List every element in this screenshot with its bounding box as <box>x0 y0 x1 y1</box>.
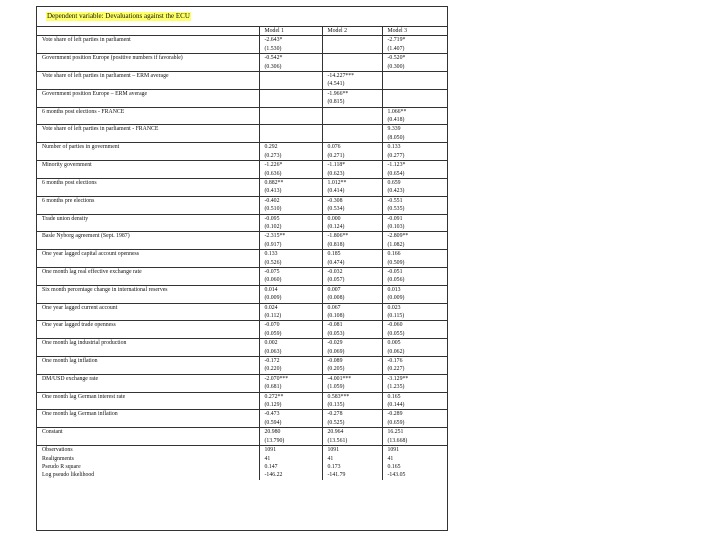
coefficient-cell: 0.165 <box>382 392 447 401</box>
std-error-cell: (0.103) <box>382 223 447 232</box>
coefficient-cell: -0.051 <box>382 267 447 276</box>
coefficient-cell: 0.272** <box>259 392 322 401</box>
std-error-cell: (0.115) <box>382 312 447 321</box>
std-error-row <box>37 187 447 196</box>
coefficient-cell: 0.024 <box>259 303 322 312</box>
coefficient-row <box>37 374 447 383</box>
coefficient-cell <box>259 125 322 134</box>
coefficient-row <box>37 36 447 45</box>
std-error-cell: (0.917) <box>259 241 322 250</box>
std-error-cell: (0.227) <box>382 365 447 374</box>
coefficient-cell: 0.000 <box>322 214 382 223</box>
variable-label-spacer <box>37 134 259 143</box>
std-error-cell <box>259 116 322 125</box>
coefficient-cell: -4.001*** <box>322 374 382 383</box>
variable-label: One month lag inflation <box>42 358 98 365</box>
std-error-cell: (0.534) <box>322 205 382 214</box>
std-error-cell: (0.594) <box>259 419 322 428</box>
coefficient-cell <box>322 125 382 134</box>
std-error-cell: (13.561) <box>322 437 382 446</box>
coefficient-cell: -0.402 <box>259 196 322 205</box>
std-error-row <box>37 348 447 357</box>
std-error-cell <box>382 80 447 89</box>
header-model-1: Model 1 <box>259 27 322 36</box>
coefficient-cell: 0.882** <box>259 178 322 187</box>
std-error-cell: (0.818) <box>322 241 382 250</box>
coefficient-row <box>37 232 447 241</box>
std-error-row <box>37 259 447 268</box>
std-error-cell: (0.008) <box>322 294 382 303</box>
coefficient-row <box>37 89 447 98</box>
variable-label-spacer <box>37 419 259 428</box>
coefficient-cell: 9.339 <box>382 125 447 134</box>
coefficient-cell: 20.964 <box>322 428 382 437</box>
std-error-cell <box>259 80 322 89</box>
coefficient-cell: 0.185 <box>322 250 382 259</box>
variable-label-spacer <box>37 365 259 374</box>
statistic-label: Realignments <box>42 455 74 462</box>
variable-label: Trade union density <box>42 215 89 222</box>
statistic-value: -146.22 <box>259 471 322 479</box>
coefficient-cell: 0.002 <box>259 339 322 348</box>
std-error-cell: (0.815) <box>322 98 382 107</box>
coefficient-row <box>37 214 447 223</box>
variable-label: Government position Europe – ERM average <box>42 90 148 97</box>
coefficient-cell <box>322 107 382 116</box>
std-error-row <box>37 205 447 214</box>
std-error-cell: (13.668) <box>382 437 447 446</box>
std-error-row <box>37 223 447 232</box>
statistic-value: 1091 <box>259 446 322 455</box>
coefficient-cell <box>259 89 322 98</box>
coefficient-cell <box>322 54 382 63</box>
header-cell-empty <box>37 27 259 36</box>
header-model-3: Model 3 <box>382 27 447 36</box>
coefficient-row <box>37 392 447 401</box>
coefficient-cell: -0.032 <box>322 267 382 276</box>
variable-label-spacer <box>37 63 259 72</box>
variable-label: Number of parties in government <box>42 144 120 151</box>
std-error-cell: (0.144) <box>382 401 447 410</box>
std-error-cell: (0.623) <box>322 170 382 179</box>
std-error-cell: (0.526) <box>259 259 322 268</box>
variable-label: Six month percentage change in international reserves <box>42 286 168 293</box>
coefficient-cell: 0.007 <box>322 285 382 294</box>
std-error-row <box>37 312 447 321</box>
std-error-cell: (1.082) <box>382 241 447 250</box>
std-error-cell: (0.414) <box>322 187 382 196</box>
std-error-cell: (0.654) <box>382 170 447 179</box>
coefficient-cell: 0.076 <box>322 143 382 152</box>
std-error-cell: (1.530) <box>259 45 322 54</box>
std-error-row <box>37 383 447 392</box>
coefficient-row <box>37 267 447 276</box>
regression-table-document <box>36 6 448 531</box>
variable-label-spacer <box>37 259 259 268</box>
coefficient-cell: -0.473 <box>259 410 322 419</box>
std-error-row <box>37 365 447 374</box>
std-error-cell <box>382 98 447 107</box>
statistic-label: Observations <box>42 447 73 454</box>
variable-label-spacer <box>37 205 259 214</box>
variable-label-spacer <box>37 294 259 303</box>
std-error-cell <box>259 98 322 107</box>
std-error-cell: (0.306) <box>259 63 322 72</box>
coefficient-row <box>37 72 447 81</box>
std-error-cell: (1.407) <box>382 45 447 54</box>
std-error-cell: (0.300) <box>382 63 447 72</box>
coefficient-cell <box>259 107 322 116</box>
coefficient-cell: -0.172 <box>259 357 322 366</box>
variable-label: One month lag industrial production <box>42 340 127 347</box>
variable-label: Minority government <box>42 162 92 169</box>
std-error-cell: (0.510) <box>259 205 322 214</box>
coefficient-cell: -2.315** <box>259 232 322 241</box>
std-error-row <box>37 241 447 250</box>
coefficient-row <box>37 428 447 437</box>
coefficient-cell <box>382 72 447 81</box>
std-error-row <box>37 419 447 428</box>
variable-label-spacer <box>37 276 259 285</box>
coefficient-cell: 0.292 <box>259 143 322 152</box>
coefficient-row <box>37 303 447 312</box>
statistic-value: 1091 <box>382 446 447 455</box>
std-error-cell: (8.050) <box>382 134 447 143</box>
coefficient-row <box>37 107 447 116</box>
std-error-cell: (13.790) <box>259 437 322 446</box>
std-error-cell <box>322 45 382 54</box>
coefficient-cell: -14.227*** <box>322 72 382 81</box>
statistic-value: -141.79 <box>322 471 382 479</box>
std-error-cell: (0.535) <box>382 205 447 214</box>
std-error-cell: (0.063) <box>259 348 322 357</box>
statistic-label: Log pseudo likelihood <box>42 472 95 479</box>
statistic-value: 0.147 <box>259 463 322 471</box>
variable-label: One year lagged current account <box>42 304 118 311</box>
coefficient-row <box>37 339 447 348</box>
coefficient-cell: -0.542* <box>259 54 322 63</box>
coefficient-cell: -2.070*** <box>259 374 322 383</box>
std-error-cell: (0.102) <box>259 223 322 232</box>
variable-label-spacer <box>37 383 259 392</box>
variable-label-spacer <box>37 152 259 161</box>
std-error-cell: (0.108) <box>322 312 382 321</box>
statistic-value: 41 <box>382 455 447 463</box>
variable-label-spacer <box>37 330 259 339</box>
table-title: Dependent variable: Devaluations against the ECU <box>47 12 190 20</box>
coefficient-cell: -3.129** <box>382 374 447 383</box>
variable-label-spacer <box>37 223 259 232</box>
statistic-value: 41 <box>322 455 382 463</box>
variable-label-spacer <box>37 437 259 446</box>
std-error-cell <box>259 134 322 143</box>
coefficient-cell: 0.166 <box>382 250 447 259</box>
coefficient-cell: -0.520* <box>382 54 447 63</box>
std-error-row <box>37 276 447 285</box>
std-error-cell: (0.129) <box>259 401 322 410</box>
coefficient-cell: 0.133 <box>382 143 447 152</box>
statistic-label: Pseudo R square <box>42 463 81 470</box>
std-error-row <box>37 294 447 303</box>
statistic-value: 0.165 <box>382 463 447 471</box>
variable-label-spacer <box>37 80 259 89</box>
variable-label: Vote share of left parties in parliament – ERM average <box>42 73 169 80</box>
variable-label: One year lagged trade openness <box>42 322 116 329</box>
coefficient-cell <box>259 72 322 81</box>
variable-label: Constant <box>42 429 63 436</box>
variable-label: One month lag real effective exchange rate <box>42 268 142 275</box>
std-error-cell: (0.069) <box>322 348 382 357</box>
coefficient-cell: -0.075 <box>259 267 322 276</box>
std-error-cell: (0.135) <box>322 401 382 410</box>
std-error-cell: (0.060) <box>259 276 322 285</box>
coefficient-cell: -0.308 <box>322 196 382 205</box>
std-error-cell: (0.057) <box>322 276 382 285</box>
statistic-value: 41 <box>259 455 322 463</box>
std-error-cell: (0.205) <box>322 365 382 374</box>
coefficient-row <box>37 410 447 419</box>
coefficient-cell: -0.081 <box>322 321 382 330</box>
statistic-value: 0.173 <box>322 463 382 471</box>
header-model-2: Model 2 <box>322 27 382 36</box>
coefficient-cell: -1.966** <box>322 89 382 98</box>
coefficient-cell: -1.226* <box>259 161 322 170</box>
coefficient-cell: -0.089 <box>322 357 382 366</box>
std-error-cell: (0.124) <box>322 223 382 232</box>
std-error-row <box>37 45 447 54</box>
regression-table <box>37 27 447 480</box>
std-error-cell: (0.681) <box>259 383 322 392</box>
coefficient-cell: 0.067 <box>322 303 382 312</box>
std-error-row <box>37 437 447 446</box>
std-error-cell: (0.273) <box>259 152 322 161</box>
std-error-row <box>37 116 447 125</box>
coefficient-cell: -0.551 <box>382 196 447 205</box>
std-error-cell: (0.062) <box>382 348 447 357</box>
std-error-cell: (1.059) <box>322 383 382 392</box>
variable-label: One month lag German inflation <box>42 411 118 418</box>
statistic-row <box>37 463 447 471</box>
statistic-value: 1091 <box>322 446 382 455</box>
std-error-cell: (0.509) <box>382 259 447 268</box>
coefficient-cell: -0.278 <box>322 410 382 419</box>
statistic-row <box>37 446 447 455</box>
coefficient-cell: -0.289 <box>382 410 447 419</box>
std-error-cell: (0.525) <box>322 419 382 428</box>
variable-label: Vote share of left parties in parliament - FRANCE <box>42 126 159 133</box>
coefficient-cell: 20.980 <box>259 428 322 437</box>
coefficient-row <box>37 143 447 152</box>
std-error-row <box>37 80 447 89</box>
variable-label: 6 months pre elections <box>42 197 95 204</box>
std-error-cell: (0.636) <box>259 170 322 179</box>
header-row <box>37 27 447 36</box>
std-error-cell: (0.055) <box>382 330 447 339</box>
coefficient-row <box>37 54 447 63</box>
variable-label: One month lag German interest rate <box>42 393 126 400</box>
variable-label-spacer <box>37 241 259 250</box>
variable-label: DM/USD exchange rate <box>42 375 99 382</box>
std-error-row <box>37 152 447 161</box>
variable-label-spacer <box>37 312 259 321</box>
std-error-cell: (4.541) <box>322 80 382 89</box>
coefficient-row <box>37 285 447 294</box>
variable-label: Government position Europe (positive numbers if favorable) <box>42 55 183 62</box>
std-error-cell: (0.474) <box>322 259 382 268</box>
coefficient-cell: -0.095 <box>259 214 322 223</box>
coefficient-cell: 16.251 <box>382 428 447 437</box>
std-error-row <box>37 401 447 410</box>
std-error-cell: (1.235) <box>382 383 447 392</box>
std-error-cell: (0.059) <box>259 330 322 339</box>
std-error-cell: (0.056) <box>382 276 447 285</box>
coefficient-cell: -0.091 <box>382 214 447 223</box>
coefficient-cell: 0.013 <box>382 285 447 294</box>
std-error-cell: (0.277) <box>382 152 447 161</box>
std-error-row <box>37 170 447 179</box>
coefficient-cell: 0.583*** <box>322 392 382 401</box>
coefficient-cell: -1.123* <box>382 161 447 170</box>
variable-label: 6 months post elections - FRANCE <box>42 108 125 115</box>
coefficient-cell: 0.023 <box>382 303 447 312</box>
std-error-cell: (0.112) <box>259 312 322 321</box>
std-error-cell: (0.220) <box>259 365 322 374</box>
std-error-cell <box>322 63 382 72</box>
std-error-cell: (0.009) <box>382 294 447 303</box>
std-error-cell: (0.413) <box>259 187 322 196</box>
std-error-cell <box>322 134 382 143</box>
std-error-cell <box>322 116 382 125</box>
coefficient-cell: 1.012** <box>322 178 382 187</box>
table-title-row <box>37 7 447 27</box>
coefficient-row <box>37 178 447 187</box>
std-error-row <box>37 330 447 339</box>
statistic-row <box>37 471 447 479</box>
coefficient-row <box>37 357 447 366</box>
coefficient-cell: -1.806** <box>322 232 382 241</box>
variable-label-spacer <box>37 98 259 107</box>
variable-label-spacer <box>37 116 259 125</box>
coefficient-cell: -2.809** <box>382 232 447 241</box>
coefficient-cell: 0.005 <box>382 339 447 348</box>
coefficient-cell: -2.719* <box>382 36 447 45</box>
variable-label-spacer <box>37 401 259 410</box>
std-error-row <box>37 98 447 107</box>
variable-label: Vote share of left parties in parliament <box>42 37 131 44</box>
coefficient-cell: -0.070 <box>259 321 322 330</box>
variable-label: One year lagged capital account openness <box>42 251 140 258</box>
coefficient-cell <box>382 89 447 98</box>
coefficient-cell: -0.029 <box>322 339 382 348</box>
coefficient-cell: 0.133 <box>259 250 322 259</box>
coefficient-row <box>37 125 447 134</box>
std-error-cell: (0.423) <box>382 187 447 196</box>
std-error-row <box>37 63 447 72</box>
std-error-cell: (0.271) <box>322 152 382 161</box>
coefficient-row <box>37 161 447 170</box>
variable-label-spacer <box>37 348 259 357</box>
std-error-cell: (0.418) <box>382 116 447 125</box>
coefficient-row <box>37 321 447 330</box>
variable-label-spacer <box>37 170 259 179</box>
coefficient-cell <box>322 36 382 45</box>
coefficient-cell: 0.014 <box>259 285 322 294</box>
std-error-cell: (0.659) <box>382 419 447 428</box>
statistic-row <box>37 455 447 463</box>
statistic-value: -143.05 <box>382 471 447 479</box>
coefficient-cell: -0.060 <box>382 321 447 330</box>
coefficient-cell: -0.176 <box>382 357 447 366</box>
coefficient-cell: 1.066** <box>382 107 447 116</box>
std-error-cell: (0.053) <box>322 330 382 339</box>
coefficient-cell: 0.659 <box>382 178 447 187</box>
std-error-row <box>37 134 447 143</box>
coefficient-cell: -1.118* <box>322 161 382 170</box>
variable-label: 6 months post elections <box>42 179 97 186</box>
variable-label-spacer <box>37 187 259 196</box>
std-error-cell: (0.009) <box>259 294 322 303</box>
coefficient-row <box>37 250 447 259</box>
variable-label-spacer <box>37 45 259 54</box>
coefficient-row <box>37 196 447 205</box>
variable-label: Basle Nyborg agreement (Sept. 1987) <box>42 233 130 240</box>
coefficient-cell: -2.643* <box>259 36 322 45</box>
